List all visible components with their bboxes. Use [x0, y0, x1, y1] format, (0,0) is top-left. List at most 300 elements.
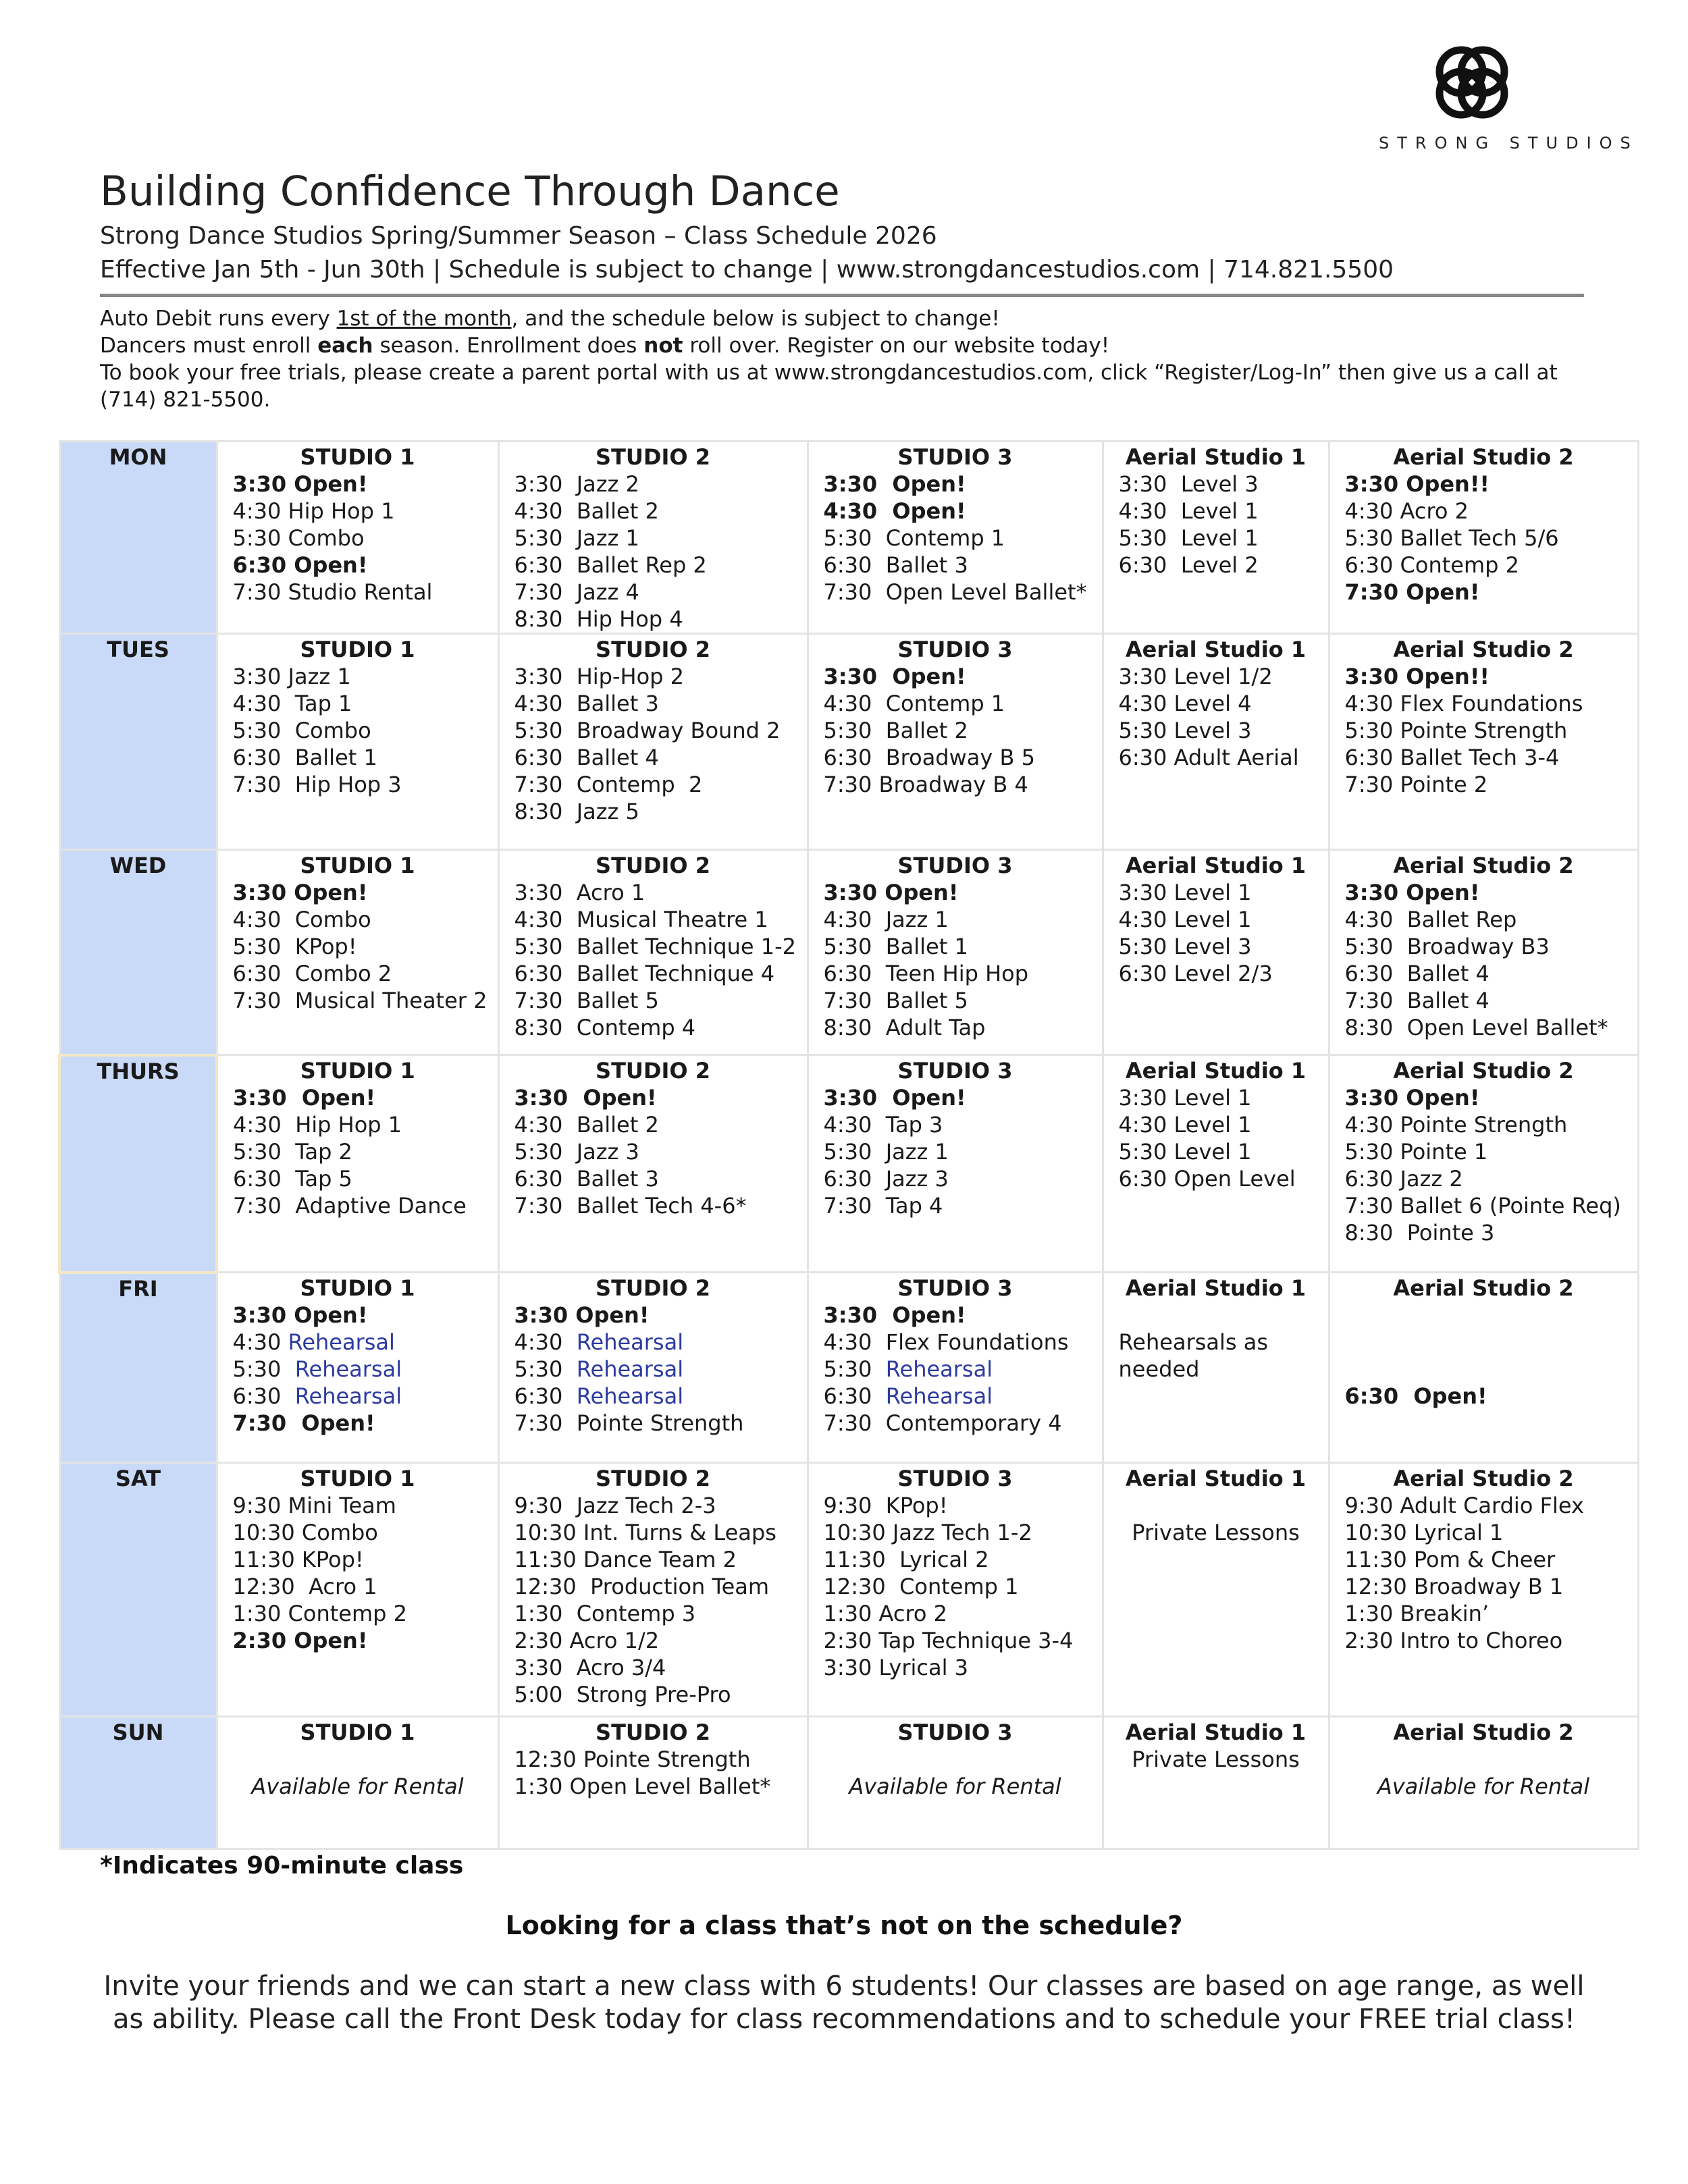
class-entry [218, 552, 498, 579]
schedule-cell-studio-3 [808, 1055, 1103, 1273]
studio-header: STUDIO 1 [300, 637, 415, 662]
class-name: Level 1 [1173, 498, 1259, 524]
studio-header: Aerial Studio 2 [1393, 1466, 1574, 1491]
class-entry [809, 1138, 1102, 1165]
class-entry [218, 879, 498, 906]
class-entry [1104, 552, 1328, 579]
class-name: Open Level Ballet* [569, 1774, 771, 1799]
class-name: Ballet 2 [878, 718, 968, 743]
class-entry [809, 1302, 1102, 1329]
studio-header: Aerial Studio 2 [1393, 1275, 1574, 1301]
class-name: Open Level Ballet* [878, 579, 1087, 605]
class-name: Jazz 2 [569, 471, 639, 497]
class-time: 6:30 [823, 552, 872, 578]
enroll-note [100, 332, 1599, 359]
class-name: Tap 5 [288, 1166, 352, 1192]
class-time: 6:30 [514, 961, 563, 986]
class-entry [218, 987, 498, 1014]
class-name: Musical Theatre 1 [569, 907, 768, 932]
class-entry [218, 1084, 498, 1111]
class-name: Acro 3/4 [569, 1655, 666, 1680]
class-entry [809, 1600, 1102, 1627]
class-entry [218, 1600, 498, 1627]
class-time: 4:30 [514, 907, 563, 932]
class-time: 5:30 [1118, 718, 1167, 743]
class-name: Level 1 [1173, 1112, 1252, 1138]
class-time: 7:30 [1344, 772, 1394, 797]
class-entry [809, 933, 1102, 960]
class-name: Open! [1406, 579, 1480, 605]
class-name: Contemp 2 [569, 772, 703, 797]
class-time: 6:30 [823, 745, 872, 770]
day-label: WED [59, 850, 217, 1055]
class-entry [218, 525, 498, 552]
class-time: 11:30 [232, 1547, 295, 1572]
class-time: 7:30 [514, 988, 563, 1013]
class-entry [1330, 1219, 1637, 1246]
class-name: Hip Hop 1 [288, 498, 395, 524]
studio-header: Aerial Studio 2 [1393, 853, 1574, 878]
note-text: roll over. Register on our website today! [683, 334, 1110, 358]
schedule-cell-aerial-studio-1 [1103, 1055, 1329, 1273]
studio-header: STUDIO 3 [897, 853, 1013, 878]
rehearsal-label: Rehearsal [288, 1329, 395, 1355]
class-name: Teen Hip Hop [878, 961, 1029, 986]
class-time: 5:30 [1344, 718, 1394, 743]
class-name: Ballet 1 [878, 934, 968, 959]
cell-spacer [1330, 1302, 1637, 1329]
class-time: 6:30 [232, 745, 282, 770]
class-time: 4:30 [514, 498, 563, 524]
class-entry [500, 1111, 807, 1138]
class-name: Intro to Choreo [1400, 1628, 1563, 1653]
class-name: Open! [294, 1410, 375, 1436]
class-name: Jazz 4 [569, 579, 639, 605]
studio-header: STUDIO 2 [596, 1275, 710, 1301]
class-name: Broadway B 4 [878, 772, 1028, 797]
note-text: Auto Debit runs every [100, 307, 337, 331]
class-time: 7:30 [514, 772, 563, 797]
class-time: 4:30 [1118, 498, 1167, 524]
class-name: Combo [288, 907, 371, 932]
studio-header: STUDIO 2 [596, 1466, 710, 1491]
studio-header: Aerial Studio 1 [1125, 853, 1307, 878]
class-time: 4:30 [1344, 1112, 1394, 1138]
class-name: Breakin’ [1400, 1601, 1489, 1626]
class-time: 5:30 [514, 1139, 563, 1165]
class-time: 10:30 [514, 1520, 577, 1545]
cell-spacer [1330, 1746, 1637, 1773]
class-time: 3:30 [514, 1085, 569, 1111]
class-time: 2:30 [823, 1628, 872, 1653]
class-name: Open! [885, 471, 966, 497]
class-entry [1330, 744, 1637, 771]
effective-dates: Effective Jan 5th - Jun 30th | Schedule is subject to change | www.strongdancestudios.com | 714.821.5500 [100, 256, 1394, 284]
schedule-cell-studio-2 [498, 1273, 808, 1463]
class-time: 5:30 [823, 718, 872, 743]
class-entry [1104, 1165, 1328, 1192]
class-time: 3:30 [1344, 880, 1399, 905]
class-name: Level 1/2 [1173, 664, 1273, 689]
cell-spacer [1104, 1302, 1328, 1329]
class-entry [218, 1573, 498, 1600]
class-name: Ballet 4 [1400, 961, 1489, 986]
class-name: Open! [885, 880, 959, 905]
class-name: Level 1 [1173, 1085, 1252, 1111]
class-entry [1104, 906, 1328, 933]
schedule-row-tues [59, 634, 1638, 850]
class-time: 1:30 [823, 1601, 872, 1626]
class-name: Pom & Cheer [1413, 1547, 1556, 1572]
class-time: 3:30 [823, 1655, 872, 1680]
class-entry [500, 1492, 807, 1519]
class-time: 10:30 [1344, 1520, 1407, 1545]
class-name: Pointe 1 [1400, 1139, 1488, 1165]
class-name: Level 1 [1173, 880, 1252, 905]
class-time: 3:30 [232, 471, 287, 497]
class-entry [500, 606, 807, 633]
class-name: Ballet 2 [569, 498, 659, 524]
class-entry [1330, 933, 1637, 960]
studio-header: STUDIO 2 [596, 1058, 710, 1084]
class-time: 11:30 [1344, 1547, 1407, 1572]
class-time: 7:30 [823, 988, 872, 1013]
note-emphasis: each [317, 334, 373, 358]
class-time: 6:30 [1118, 745, 1167, 770]
class-entry [500, 1573, 807, 1600]
class-entry [1330, 1084, 1637, 1111]
schedule-cell-aerial-studio-1 [1103, 1717, 1329, 1849]
class-entry [1104, 717, 1328, 744]
class-time: 8:30 [514, 799, 563, 824]
class-entry [1330, 1627, 1637, 1654]
class-time: 6:30 [1344, 961, 1394, 986]
class-schedule-table [58, 440, 1639, 1850]
class-name: Jazz 5 [569, 799, 639, 824]
class-name: Jazz 3 [878, 1166, 949, 1192]
class-name: Open! [885, 1085, 966, 1111]
class-entry [809, 1410, 1102, 1437]
class-entry [218, 498, 498, 525]
header-divider [100, 294, 1584, 297]
class-name: Flex Foundations [1400, 691, 1583, 716]
schedule-cell-aerial-studio-2 [1329, 634, 1638, 850]
brand-logo [1371, 41, 1639, 153]
class-time: 3:30 [1344, 664, 1399, 689]
class-entry [218, 1383, 498, 1410]
class-name: Open! [1406, 1085, 1480, 1111]
class-time: 1:30 [1344, 1601, 1394, 1626]
schedule-row-sat [59, 1463, 1638, 1717]
schedule-row-sun [59, 1717, 1638, 1849]
class-time: 3:30 [1118, 1085, 1167, 1111]
class-entry [809, 663, 1102, 690]
studio-header: STUDIO 1 [300, 1466, 415, 1491]
class-name: Open! [294, 1302, 368, 1328]
studio-header: Aerial Studio 2 [1393, 444, 1574, 470]
rehearsal-label: Rehearsal [569, 1329, 684, 1355]
class-name: Pointe 3 [1400, 1220, 1495, 1246]
class-time: 7:30 [514, 579, 563, 605]
studio-header: Aerial Studio 1 [1125, 1466, 1307, 1491]
studio-header: STUDIO 3 [897, 1275, 1013, 1301]
class-name: KPop! [878, 1493, 948, 1518]
class-time: 7:30 [232, 988, 282, 1013]
class-time: 6:30 [514, 1383, 563, 1409]
schedule-cell-aerial-studio-2 [1329, 1055, 1638, 1273]
class-entry [1330, 1165, 1637, 1192]
schedule-row-mon [59, 442, 1638, 634]
cell-note: Available for Rental [1377, 1774, 1590, 1799]
class-entry [500, 1746, 807, 1773]
class-entry [500, 1681, 807, 1708]
class-time: 7:30 [823, 579, 872, 605]
class-time: 4:30 [232, 1329, 282, 1355]
class-name: Ballet 4 [569, 745, 659, 770]
class-name: Jazz 3 [569, 1139, 639, 1165]
class-entry [809, 498, 1102, 525]
class-time: 6:30 [1118, 961, 1167, 986]
class-name: Broadway Bound 2 [569, 718, 781, 743]
class-entry [218, 1519, 498, 1546]
class-entry [218, 690, 498, 717]
class-entry [1330, 663, 1637, 690]
class-entry [500, 1302, 807, 1329]
class-time: 4:30 [514, 1329, 563, 1355]
cell-spacer [1330, 1329, 1637, 1356]
rehearsal-label: Rehearsal [878, 1383, 993, 1409]
class-name: Ballet 2 [569, 1112, 659, 1138]
class-name: Contemp 2 [1400, 552, 1519, 578]
class-entry [1104, 744, 1328, 771]
class-time: 4:30 [1344, 691, 1394, 716]
class-name: Lyrical 3 [878, 1655, 969, 1680]
rehearsal-label: Rehearsal [569, 1356, 684, 1382]
class-time: 3:30 [232, 664, 282, 689]
schedule-cell-studio-1 [217, 1463, 498, 1717]
class-entry [809, 771, 1102, 798]
note-text: Dancers must enroll [100, 334, 318, 358]
class-time: 7:30 [823, 1410, 872, 1436]
class-name: Contemp 1 [878, 525, 1005, 551]
class-name: Tap Technique 3-4 [878, 1628, 1074, 1653]
class-entry [218, 906, 498, 933]
class-time: 4:30 [1118, 907, 1167, 932]
cell-spacer [218, 1746, 498, 1773]
class-time: 7:30 [823, 1193, 872, 1219]
class-entry [500, 471, 807, 498]
class-name: Ballet Rep [1400, 907, 1517, 932]
class-time: 6:30 [232, 552, 287, 578]
class-name: Tap 1 [288, 691, 352, 716]
class-time: 5:30 [823, 1139, 872, 1165]
class-name: Pointe 2 [1400, 772, 1488, 797]
class-entry [218, 960, 498, 987]
class-name: Combo [301, 1520, 378, 1545]
class-time: 5:30 [514, 934, 563, 959]
note-emphasis: not [643, 334, 683, 358]
class-name: Strong Pre-Pro [569, 1682, 731, 1707]
class-entry [218, 1492, 498, 1519]
class-entry [809, 471, 1102, 498]
class-time: 5:30 [514, 1356, 563, 1382]
class-entry [500, 1410, 807, 1437]
class-entry [500, 1192, 807, 1219]
studio-header: STUDIO 1 [300, 1275, 415, 1301]
class-time: 5:30 [514, 525, 563, 551]
class-name: Adult Tap [878, 1015, 986, 1040]
class-time: 10:30 [232, 1520, 295, 1545]
class-name: Jazz Tech 1-2 [892, 1520, 1032, 1545]
class-time: 8:30 [823, 1015, 872, 1040]
schedule-row-wed [59, 850, 1638, 1055]
day-label: SAT [59, 1463, 217, 1717]
class-name: Ballet 4 [1400, 988, 1489, 1013]
class-time: 6:30 [514, 552, 563, 578]
schedule-cell-studio-3 [808, 850, 1103, 1055]
class-name: Open! [294, 1628, 368, 1653]
class-entry [218, 1165, 498, 1192]
class-time: 4:30 [232, 691, 282, 716]
class-time: 5:30 [232, 934, 282, 959]
class-entry [1104, 1111, 1328, 1138]
class-entry [809, 1492, 1102, 1519]
class-name: KPop! [288, 934, 357, 959]
class-entry [1330, 1383, 1637, 1410]
class-entry [1330, 1600, 1637, 1627]
class-entry [1330, 498, 1637, 525]
class-name: Adult Aerial [1173, 745, 1299, 770]
class-entry [500, 1356, 807, 1383]
class-entry [218, 1329, 498, 1356]
class-entry [809, 579, 1102, 606]
page-title: Building Confidence Through Dance [100, 167, 840, 215]
class-time: 4:30 [232, 498, 282, 524]
class-entry [500, 987, 807, 1014]
class-entry [1104, 1084, 1328, 1111]
class-entry [1330, 1519, 1637, 1546]
class-name: Level 4 [1173, 691, 1252, 716]
schedule-row-thurs [59, 1055, 1638, 1273]
class-name: Acro 1/2 [569, 1628, 660, 1653]
class-time: 5:30 [232, 718, 282, 743]
class-entry [500, 960, 807, 987]
class-time: 6:30 [823, 961, 872, 986]
class-time: 8:30 [1344, 1220, 1394, 1246]
class-time: 11:30 [514, 1547, 577, 1572]
class-time: 4:30 [514, 1112, 563, 1138]
class-entry [1330, 1014, 1637, 1041]
class-entry [500, 906, 807, 933]
class-name: Adaptive Dance [288, 1193, 467, 1219]
class-name: Ballet 6 (Pointe Req) [1400, 1193, 1621, 1219]
class-entry [218, 933, 498, 960]
class-name: Contemp 3 [569, 1601, 696, 1626]
class-time: 5:30 [823, 525, 872, 551]
class-entry [218, 717, 498, 744]
class-entry [1330, 960, 1637, 987]
class-time: 8:30 [514, 606, 563, 632]
schedule-cell-studio-3 [808, 442, 1103, 634]
class-name: Tap 3 [878, 1112, 943, 1138]
class-entry [809, 1084, 1102, 1111]
class-entry [1330, 1492, 1637, 1519]
class-entry [500, 744, 807, 771]
cell-spacer [809, 1746, 1102, 1773]
page-subtitle: Strong Dance Studios Spring/Summer Season – Class Schedule 2026 [100, 222, 937, 250]
class-entry [809, 1014, 1102, 1041]
schedule-cell-studio-2 [498, 442, 808, 634]
studio-header: STUDIO 3 [897, 1058, 1013, 1084]
class-name: Level 3 [1173, 471, 1259, 497]
studio-header: Aerial Studio 1 [1125, 1058, 1307, 1084]
class-time: 3:30 [1344, 471, 1399, 497]
class-entry [500, 879, 807, 906]
schedule-cell-aerial-studio-2 [1329, 442, 1638, 634]
class-name: Tap 4 [878, 1193, 943, 1219]
class-entry [809, 987, 1102, 1014]
schedule-cell-aerial-studio-2 [1329, 1463, 1638, 1717]
class-time: 5:30 [823, 1356, 872, 1382]
class-entry [809, 960, 1102, 987]
class-time: 10:30 [823, 1520, 886, 1545]
class-entry [500, 552, 807, 579]
class-name: Pointe Strength [1400, 718, 1568, 743]
class-entry [1330, 906, 1637, 933]
class-entry [218, 1138, 498, 1165]
class-time: 6:30 [823, 1383, 872, 1409]
studio-header: STUDIO 2 [596, 853, 710, 878]
class-name: Jazz 1 [288, 664, 351, 689]
class-name: Contemp 2 [288, 1601, 407, 1626]
class-entry [809, 552, 1102, 579]
class-time: 9:30 [1344, 1493, 1394, 1518]
class-time: 11:30 [823, 1547, 886, 1572]
class-name: Production Team [583, 1574, 770, 1599]
class-entry [218, 579, 498, 606]
studio-header: STUDIO 2 [596, 1720, 710, 1745]
class-entry [1330, 1573, 1637, 1600]
class-name: Acro 2 [878, 1601, 948, 1626]
class-entry [809, 525, 1102, 552]
schedule-cell-studio-2 [498, 1717, 808, 1849]
class-time: 4:30 [1118, 1112, 1167, 1138]
class-entry [218, 1546, 498, 1573]
class-time: 3:30 [232, 880, 287, 905]
brand-name: STRONG STUDIOS [1379, 134, 1639, 153]
class-entry [500, 1519, 807, 1546]
class-time: 5:30 [1118, 934, 1167, 959]
class-time: 3:30 [514, 880, 563, 905]
class-time: 4:30 [823, 907, 872, 932]
class-entry [500, 717, 807, 744]
class-time: 6:30 [514, 745, 563, 770]
class-time: 6:30 [1344, 745, 1394, 770]
class-time: 3:30 [823, 471, 878, 497]
class-name: Open! [294, 1085, 376, 1111]
class-time: 5:30 [1344, 1139, 1394, 1165]
class-time: 9:30 [232, 1493, 282, 1518]
class-name: Acro 2 [1400, 498, 1469, 524]
class-name: Hip Hop 3 [288, 772, 402, 797]
ninety-minute-note: *Indicates 90-minute class [100, 1852, 464, 1880]
studio-header: Aerial Studio 2 [1393, 1720, 1574, 1745]
missing-class-question: Looking for a class that’s not on the schedule? [505, 1911, 1183, 1940]
class-time: 7:30 [514, 1193, 563, 1219]
class-entry [218, 744, 498, 771]
class-name: Hip Hop 4 [569, 606, 683, 632]
class-entry [809, 1356, 1102, 1383]
